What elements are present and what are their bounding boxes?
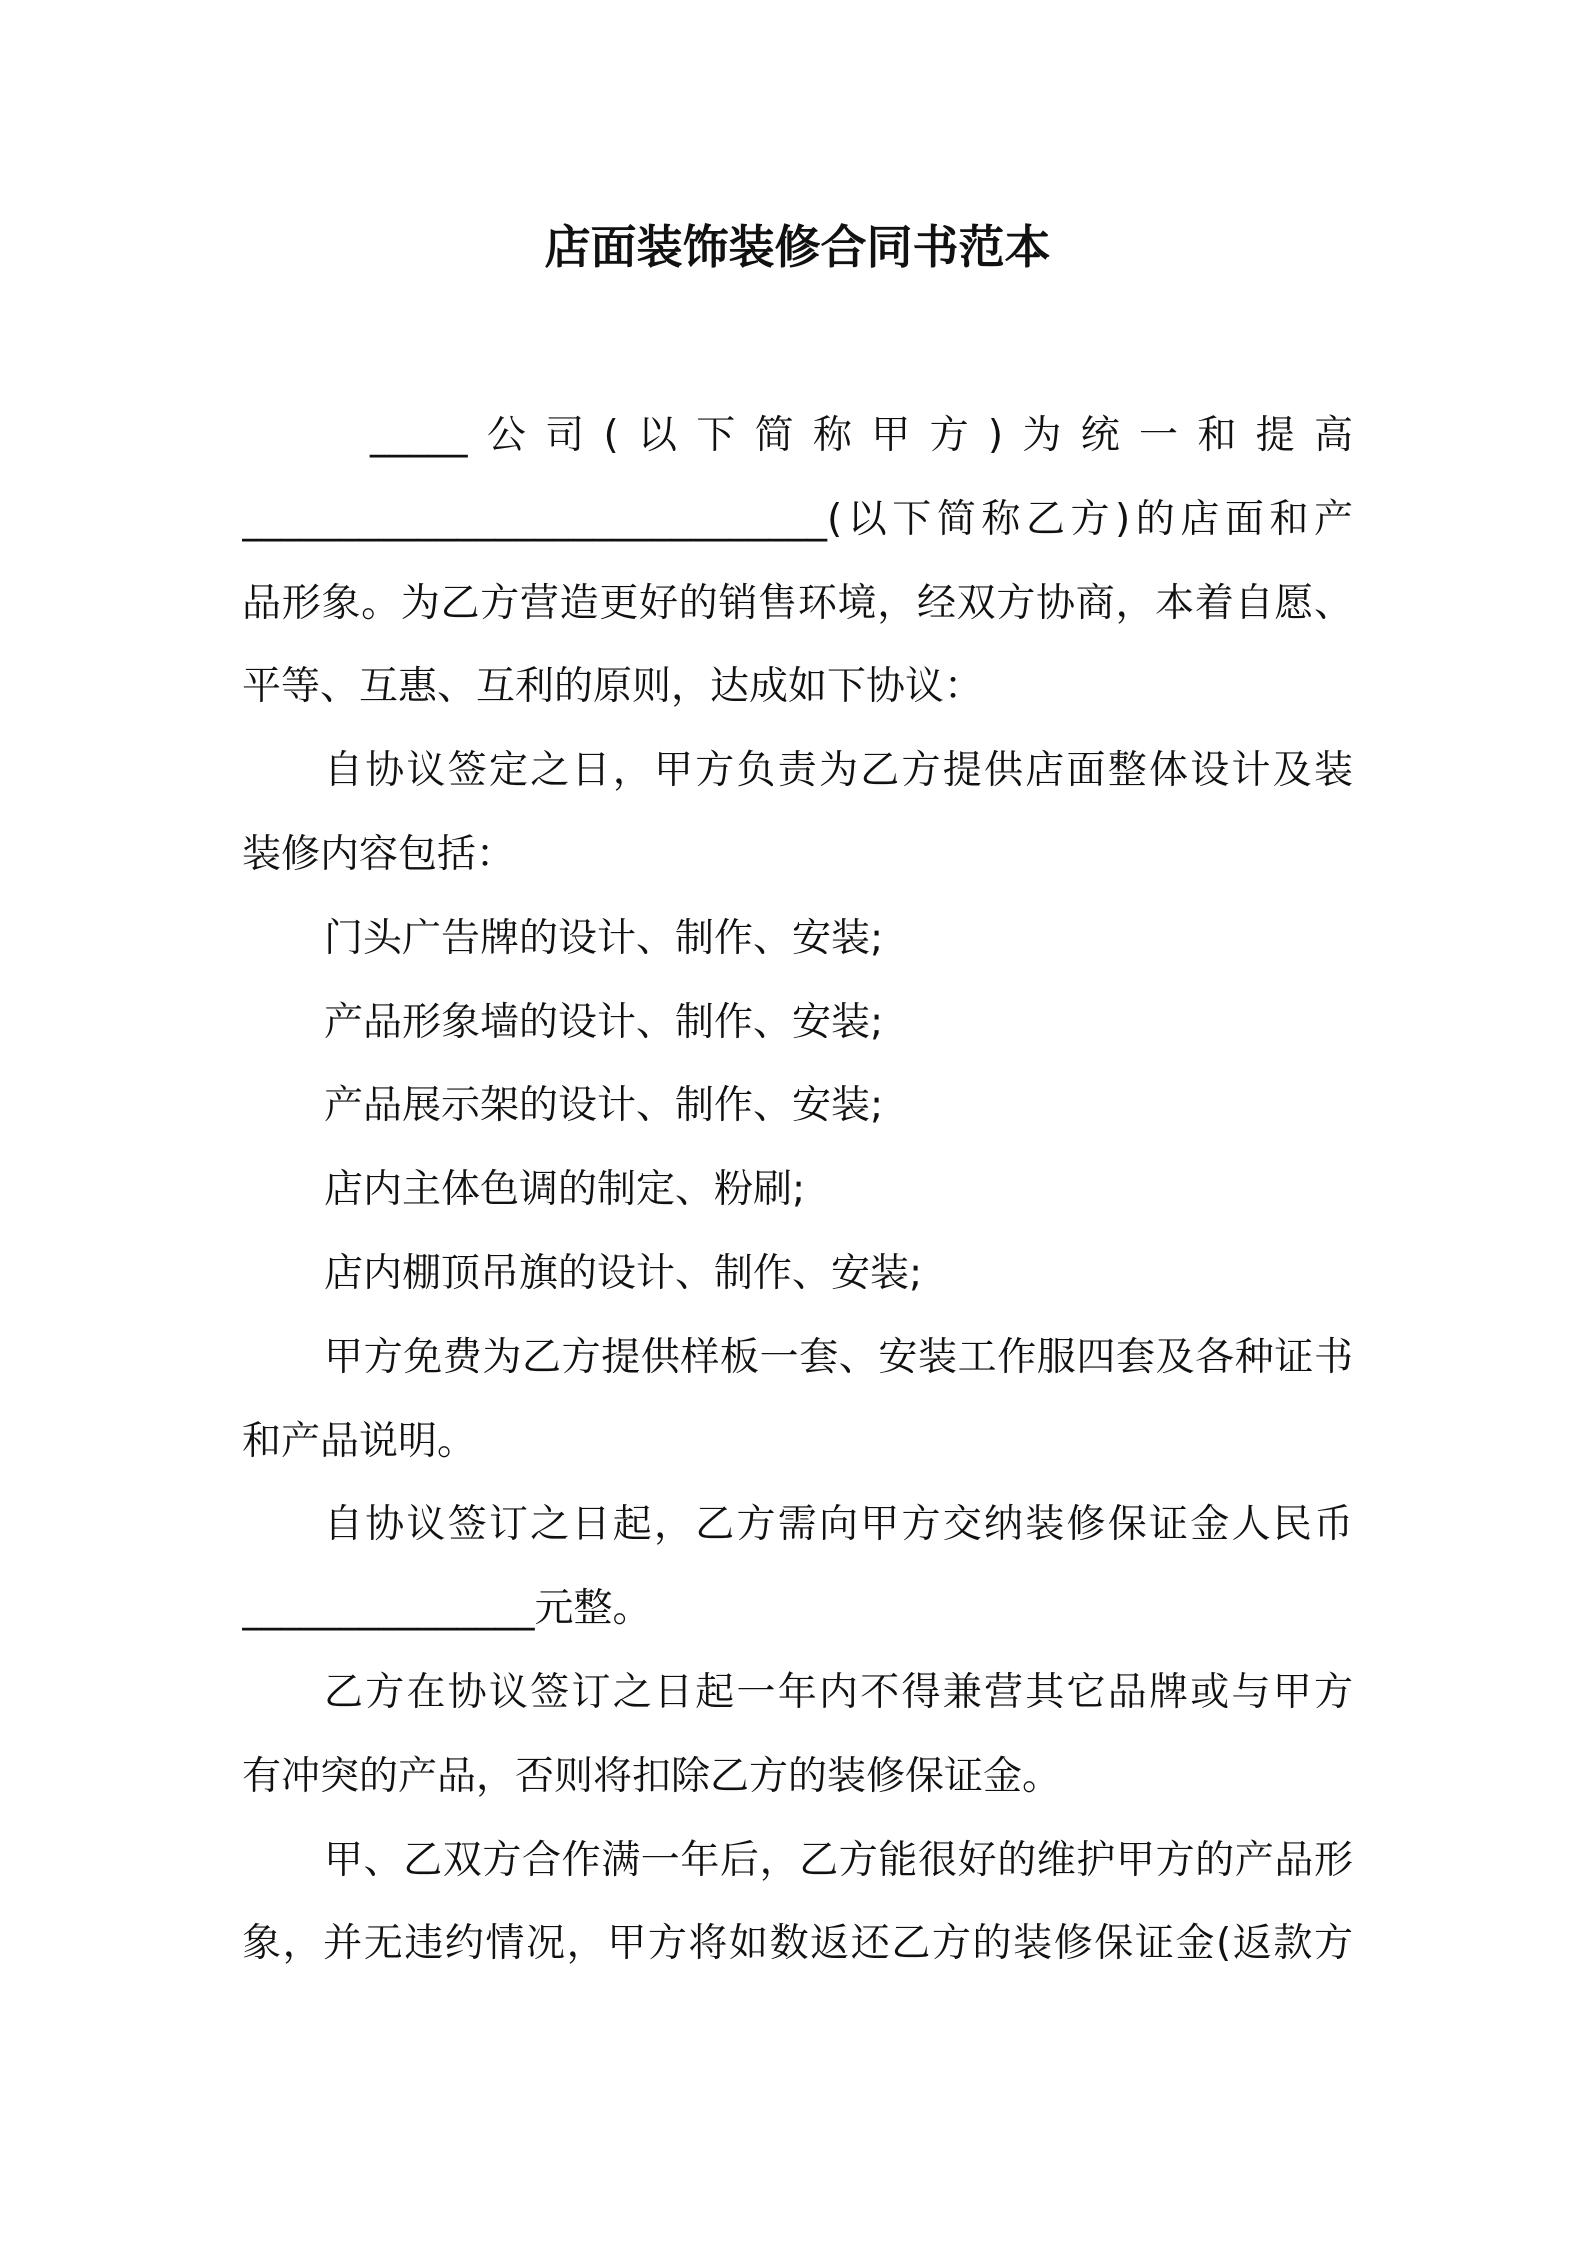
free-supply-paragraph <box>242 1316 1353 1484</box>
text-line: _____公司(以下简称甲方)为统一和提高 <box>370 413 1353 458</box>
text-line: ______________________________(以下简称乙方)的店面和产 <box>242 496 1353 542</box>
text-line: 自协议签订之日起，乙方需向甲方交纳装修保证金人民币 <box>324 1502 1353 1548</box>
scope-item <box>242 897 1353 981</box>
text-line: 产品形象墙的设计、制作、安装; <box>324 999 884 1045</box>
scope-item <box>242 1232 1353 1316</box>
text-line: 平等、互惠、互利的原则，达成如下协议： <box>242 664 984 710</box>
text-line: 产品展示架的设计、制作、安装; <box>324 1083 884 1129</box>
text-line: 甲、乙双方合作满一年后，乙方能很好的维护甲方的产品形 <box>324 1837 1353 1883</box>
document-title: 店面装饰装修合同书范本 <box>544 220 1051 274</box>
text-line: 装修内容包括： <box>242 831 516 877</box>
scope-item <box>242 981 1353 1065</box>
text-line: 店内棚顶吊旗的设计、制作、安装; <box>324 1250 923 1296</box>
text-line: 门头广告牌的设计、制作、安装; <box>324 915 884 961</box>
deposit-paragraph <box>242 1483 1353 1651</box>
document-body <box>242 394 1353 1986</box>
text-line: 有冲突的产品，否则将扣除乙方的装修保证金。 <box>242 1753 1062 1799</box>
text-line: 店内主体色调的制定、粉刷; <box>324 1167 806 1213</box>
scope-paragraph <box>242 729 1353 897</box>
text-line: 乙方在协议签订之日起一年内不得兼营其它品牌或与甲方 <box>324 1669 1353 1715</box>
text-line: 自协议签定之日，甲方负责为乙方提供店面整体设计及装 <box>324 748 1353 794</box>
text-line: 甲方免费为乙方提供样板一套、安装工作服四套及各种证书 <box>324 1334 1353 1380</box>
intro-paragraph <box>242 394 1353 729</box>
text-line: 象，并无违约情况，甲方将如数返还乙方的装修保证金(返款方 <box>242 1921 1353 1967</box>
text-line: 和产品说明。 <box>242 1418 477 1464</box>
refund-paragraph <box>242 1819 1353 1987</box>
scope-item <box>242 1148 1353 1232</box>
exclusivity-paragraph <box>242 1651 1353 1819</box>
scope-item <box>242 1064 1353 1148</box>
text-line: _______________元整。 <box>242 1586 652 1632</box>
text-line: 品形象。为乙方营造更好的销售环境，经双方协商，本着自愿、 <box>242 580 1353 626</box>
